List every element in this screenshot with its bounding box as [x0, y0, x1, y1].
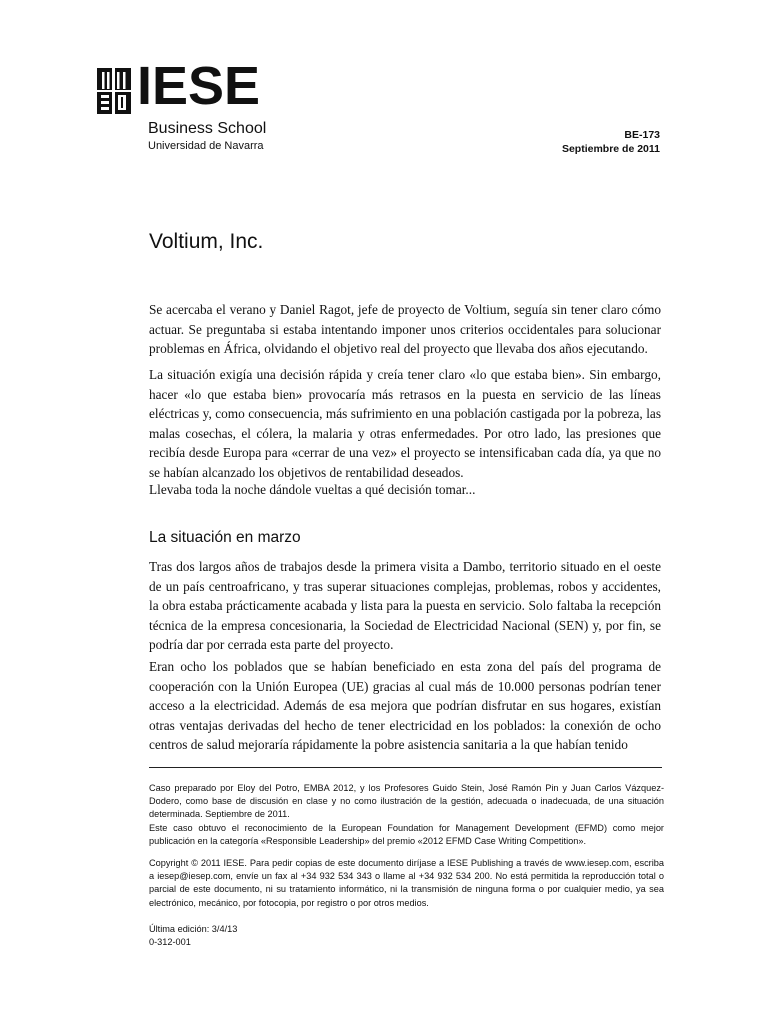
- logo-university-name: Universidad de Navarra: [148, 140, 264, 152]
- iese-shield-icon: [97, 68, 131, 114]
- footnote-divider: [149, 767, 662, 768]
- footnote-award: Este caso obtuvo el reconocimiento de la European Foundation for Management Development (EFMD) como mejor publicación en la categoría «Responsible Leadership» del premio «2012 EFMD Case Writing Competition».: [149, 823, 664, 847]
- last-edition: Última edición: 3/4/13: [149, 924, 238, 934]
- section-paragraph: Tras dos largos años de trabajos desde la primera visita a Dambo, territorio situado en el oeste de un país centroafricano, y tras superar situaciones complejas, problemas, robos y accidentes, la obra estaba prácticamente acabada y lista para la puesta en servicio. Solo faltaba la recepción técnica de la empresa concesionaria, la Sociedad de Electricidad Nacional (SEN) y, por fin, se podría dar por cerrada esta parte del proyecto.: [149, 559, 661, 652]
- document-number: 0-312-001: [149, 937, 191, 948]
- logo-wordmark: IESE: [137, 56, 261, 116]
- document-title: Voltium, Inc.: [149, 230, 264, 253]
- footnote-copyright: Copyright © 2011 IESE. Para pedir copias de este documento diríjase a IESE Publishing a través de www.iesep.com, escriba a iesep@iesep.com, envíe un fax al +34 932 534 343 o llame al +34 932 534 200. No está permitida la reproducción total o parcial de este documento, ni su tratamiento informático, ni la transmisión de ninguna forma o por cualquier medio, ya sea electrónico, mecánico, por fotocopia, por registro o por otros medios.: [149, 858, 664, 908]
- logo-school-name: Business School: [148, 120, 267, 137]
- section-heading: La situación en marzo: [149, 529, 301, 546]
- footnote-authors: Caso preparado por Eloy del Potro, EMBA 2012, y los Profesores Guido Stein, José Ramón Pin y Juan Carlos Vázquez-Dodero, como base de discusión en clase y no como ilustración de la gestión, adecuada o inadecuada, de una situación determinada. Septiembre de 2011.: [149, 783, 664, 820]
- section-paragraph: Eran ocho los poblados que se habían beneficiado en esta zona del país del programa de cooperación con la Unión Europea (UE) gracias al cual más de 10.000 personas podrían tener acceso a la electricidad. Además de esa mejora que podrían disfrutar en sus hogares, existían otras ventajas derivadas del hecho de tener electricidad en los poblados: la conexión de ocho centros de salud mejoraría rápidamente la pobre asistencia sanitaria a la que habían tenido: [149, 659, 661, 752]
- intro-paragraph: Se acercaba el verano y Daniel Ragot, jefe de proyecto de Voltium, seguía sin tener claro cómo actuar. Se preguntaba si estaba intentando imponer unos criterios occidentales para solucionar problemas en África, olvidando el objetivo real del proyecto que llevaba dos años ejecutando.: [149, 302, 661, 356]
- case-date: Septiembre de 2011: [561, 143, 660, 155]
- footnote-edition: [149, 923, 664, 949]
- intro-paragraph: La situación exigía una decisión rápida y creía tener claro «lo que estaba bien». Sin embargo, hacer «lo que estaba bien» provocaría más retrasos en la puesta en servicio de las líneas eléctricas y, como consecuencia, más sufrimiento en una población castigada por la pobreza, las malas cosechas, el cólera, la malaria y otras enfermedades. Por otro lado, las presiones que recibía desde Europa para «cerrar de una vez» el proyecto se intensificaban cada día, ya que no se habían alcanzado los objetivos de rentabilidad deseados.: [149, 367, 661, 480]
- case-code: BE-173: [624, 129, 660, 141]
- iese-logo: [97, 56, 277, 156]
- case-reference: [562, 128, 660, 156]
- intro-paragraph: Llevaba toda la noche dándole vueltas a qué decisión tomar...: [149, 482, 476, 497]
